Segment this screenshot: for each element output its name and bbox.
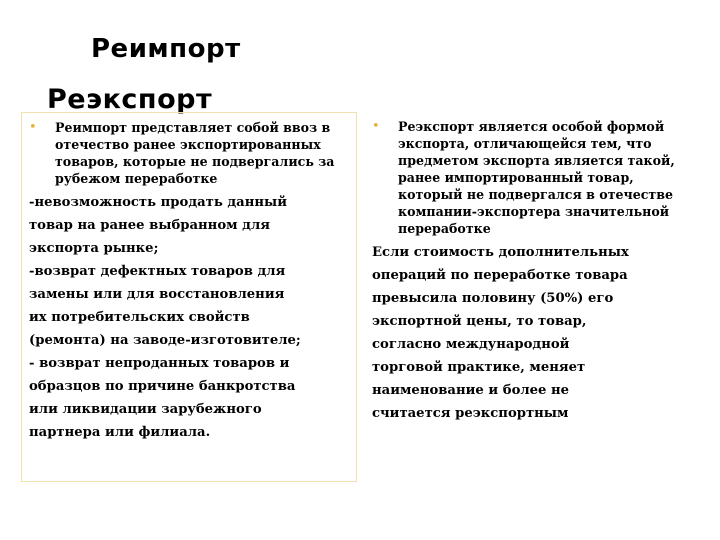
reexport-definition	[372, 118, 683, 237]
title-reexport: Реэкспорт	[47, 84, 213, 115]
reimport-reasons-text: -невозможность продать данный товар на ранее выбранном для экспорта рынке; -возврат дефектных товаров для замены или для восстановления их потребительских свойств (ремонта) на заводе-изготовителе; - возврат непроданных товаров и образцов по причине банкротства или ликвидации зарубежного партнера или филиала.	[29, 195, 301, 440]
reimport-definition	[29, 119, 348, 187]
reexport-condition-text: Если стоимость дополнительных операций по переработке товара превысила половину (50%) его экспортной цены, то товар, согласно международной торговой практике, меняет наименование и более не считается реэкспортным	[372, 245, 629, 421]
reexport-column	[369, 112, 689, 425]
reexport-definition-text: Реэкспорт является особой формой экспорта, отличающейся тем, что предметом экспорта является такой, ранее импортированный товар, который не подвергался в отечестве компании-экспортера значительной переработке	[398, 119, 675, 236]
title-reimport: Реимпорт	[91, 34, 241, 64]
reimport-column	[21, 112, 357, 482]
reimport-definition-text: Реимпорт представляет собой ввоз в отечество ранее экспортированных товаров, которые не подвергались за рубежом переработке	[55, 120, 335, 186]
bullet-icon: •	[29, 120, 37, 135]
bullet-icon: •	[372, 119, 380, 134]
